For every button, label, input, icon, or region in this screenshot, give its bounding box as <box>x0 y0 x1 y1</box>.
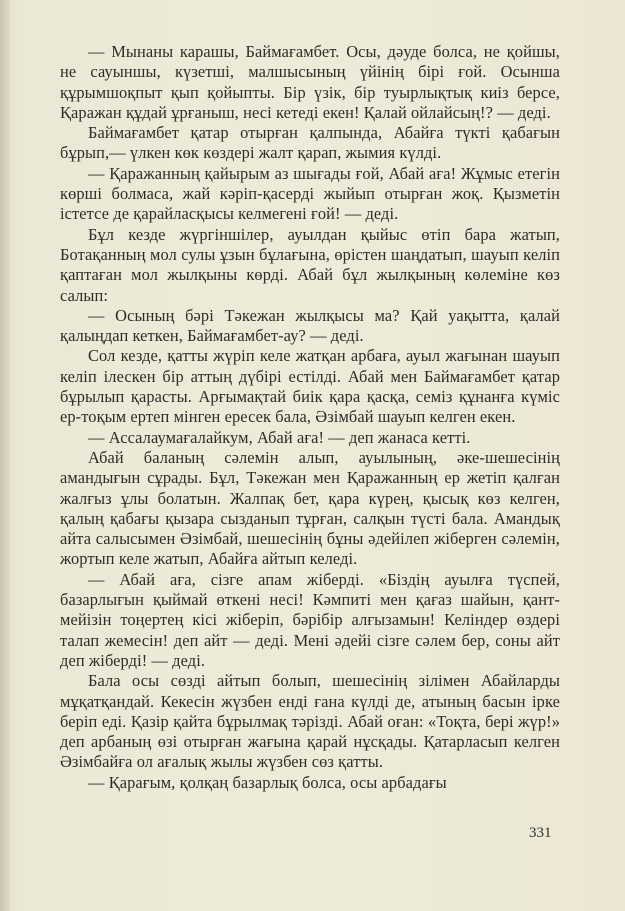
page-number: 331 <box>529 825 552 841</box>
page-spine-shadow <box>0 0 10 911</box>
paragraph-8: Абай баланың сәлемін алып, ауылының, әке-шешесінің амандығын сұрады. Бұл, Тәкежан мен Қаражанның ер жетіп қалған жалғыз ұлы болатын. Жалпақ бет, қара күрең, қысық көз келген, қалың қабағы қызара сызданып тұрған, салқын түсті бала. Амандық айта салысымен Әзімбай, шешесінің бұны әдейілеп жіберген сәлемін, жортып келе жатып, Абайға айтып келеді. <box>60 447 560 569</box>
paragraph-6: Сол кезде, қатты жүріп келе жатқан арбаға, ауыл жағынан шауып келіп ілескен бір аттың дүбірі естілді. Абай мен Баймағамбет қатар бұрылып қарасты. Арғымақтай биік қара қасқа, семіз құнанға күміс ер-тоқым ертеп мінген ересек бала, Әзімбай шауып келген екен. <box>60 346 560 427</box>
paragraph-11: — Қарағым, қолқаң базарлық болса, осы арбадағы <box>88 772 447 792</box>
paragraph-10: Бала осы сөзді айтып болып, шешесінің зілімен Абайларды мұқатқандай. Кекесін жүзбен енді ғана күлді де, атының басын ірке беріп еді. Қазір қайта бұрылмақ тәрізді. Абай оған: «Тоқта, бері жүр!» деп арбаның өзі отырған жағына қарай нұсқады. Қатарласып келген Әзімбайға ол ағалық жылы жүзбен сөз қатты. <box>60 671 560 772</box>
paragraph-9: — Абай аға, сізге апам жіберді. «Біздің ауылға түспей, базарлығын қыймай өткені несі! Кәмпиті мен қағаз шайын, қант-мейізін тоңертең кісі жіберіп, бәрібір алғызамын! Келіндер өздері талап жемесін! деп айт — деді. Мені әдейі сізге сәлем бер, соны айт деп жіберді! — деді. <box>60 569 560 670</box>
paragraph-2: Баймағамбет қатар отырған қалпында, Абайға түкті қабағын бұрып,— үлкен көк көздері жалт қарап, жымия күлді. <box>60 123 560 163</box>
paragraph-3: — Қаражанның қайырым аз шығады ғой, Абай аға! Жұмыс етегін көрші болмаса, жай кәріп-қасерді жыйып отырған жоқ. Қызметін істетсе де қарайласқысы келмегені ғой! — деді. <box>60 163 560 224</box>
paragraph-1: — Мынаны карашы, Баймағамбет. Осы, дәуде болса, не қойшы, не сауыншы, күзетші, малшысының үйінің бірі ғой. Осынша құрымшоқпыт қып қойыпты. Бір үзік, бір туырлықтық киіз берсе, Қаражан құдай ұрғаныш, несі кетеді екен! Қалай ойлайсың!? — деді. <box>60 42 560 122</box>
paragraph-5: — Осының бәрі Тәкежан жылқысы ма? Қай уақытта, қалай қалыңдап кеткен, Баймағамбет-ау? — деді. <box>60 305 560 346</box>
paragraph-7: — Ассалаумағалайкум, Абай аға! — деп жанаса кетті. <box>88 427 471 447</box>
paragraph-4: Бұл кезде жүргіншілер, ауылдан қыйыс өтіп бара жатып, Ботақанның мол сулы ұзын бұлағына, өрістен шаңдатып, шауып келіп қаптаған мол жылқыны көрді. Абай бұл жылқының көлеміне көз салып: <box>60 224 560 305</box>
page-text <box>60 42 560 793</box>
